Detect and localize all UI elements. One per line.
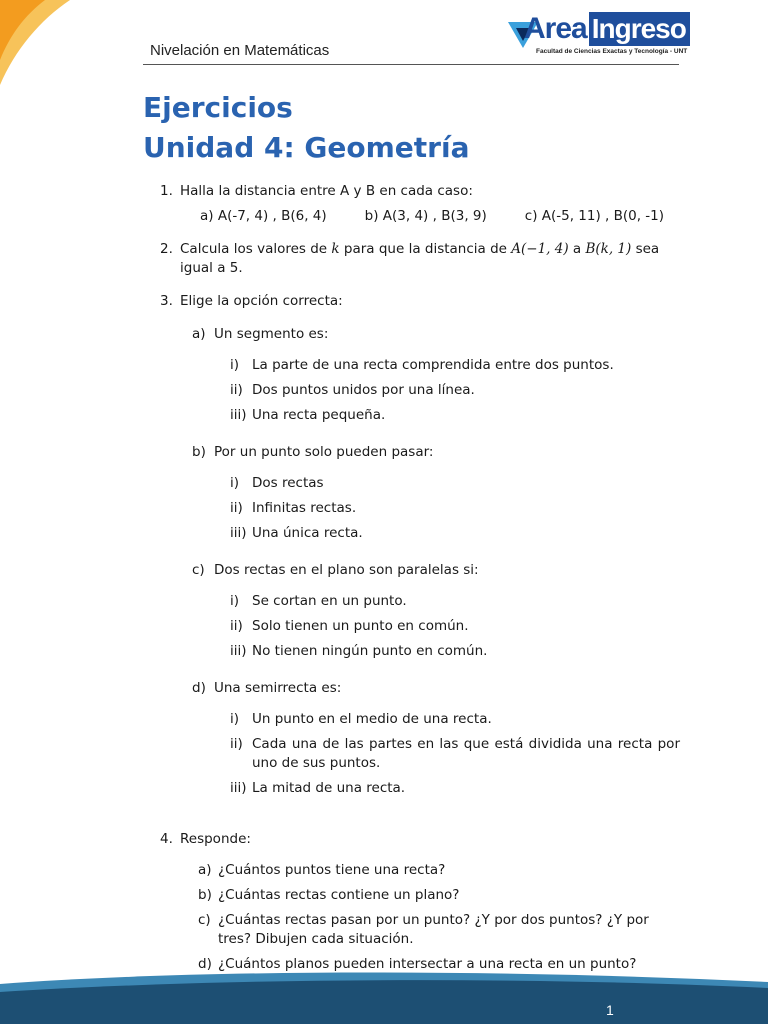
- case-a: a) A(-7, 4) , B(6, 4): [200, 208, 327, 224]
- option-item: [214, 710, 680, 729]
- question-1: [160, 182, 680, 226]
- subquestion-b: [180, 443, 680, 549]
- course-name: Nivelación en Matemáticas: [150, 42, 330, 59]
- option-item: [214, 592, 680, 611]
- item-label: b): [198, 887, 212, 903]
- case-c: c) A(-5, 11) , B(0, -1): [524, 208, 665, 224]
- option-item: [214, 642, 680, 661]
- item-label: a): [198, 862, 212, 878]
- subquestion-label: d): [192, 680, 206, 696]
- subquestion-label: c): [192, 562, 205, 578]
- option-item: [214, 499, 680, 518]
- option-text: Infinitas rectas.: [252, 500, 357, 516]
- option-label: i): [230, 475, 240, 491]
- footer-wave: [0, 964, 768, 1024]
- option-label: ii): [230, 500, 243, 516]
- question-4: [160, 830, 680, 980]
- item-text: ¿Cuántas rectas pasan por un punto? ¿Y por dos puntos? ¿Y por tres? Dibujen cada situación.: [218, 912, 649, 947]
- subquestion-text: Dos rectas en el plano son paralelas si:: [214, 562, 479, 578]
- option-item: [214, 524, 680, 543]
- question-text: Responde:: [180, 831, 251, 847]
- option-item: [214, 617, 680, 636]
- option-item: [214, 381, 680, 400]
- option-label: iii): [230, 525, 247, 541]
- option-text: No tienen ningún punto en común.: [252, 643, 488, 659]
- exercise-list: [160, 182, 680, 994]
- math-point-b: B(k, 1): [585, 241, 632, 257]
- question-number: 2.: [160, 241, 173, 257]
- math-point-a: A(−1, 4): [511, 241, 569, 257]
- option-text: Dos rectas: [252, 475, 324, 491]
- item-text: ¿Cuántos planos pueden intersectar a una recta en un punto?: [218, 956, 637, 972]
- question-text: Elige la opción correcta:: [180, 293, 343, 309]
- option-label: iii): [230, 780, 247, 796]
- question-2: [160, 240, 680, 278]
- logo-area-text: Area: [524, 12, 587, 45]
- question-number: 3.: [160, 293, 173, 309]
- text-part: para que la distancia de: [339, 241, 512, 257]
- page-number: 1: [606, 1002, 614, 1018]
- question-text: Halla la distancia entre A y B en cada caso:: [180, 183, 473, 199]
- question-3: [160, 292, 680, 816]
- logo-wordmark: [524, 12, 690, 46]
- option-item: [214, 735, 680, 773]
- text-part: sea igual a 5.: [180, 241, 660, 276]
- distance-cases: [180, 207, 680, 226]
- option-text: Solo tienen un punto en común.: [252, 618, 469, 634]
- option-label: ii): [230, 382, 243, 398]
- subquestion-c: [180, 561, 680, 667]
- option-label: ii): [230, 736, 243, 752]
- text-part: Calcula los valores de: [180, 241, 332, 257]
- option-item: [214, 474, 680, 493]
- option-text: Cada una de las partes en las que está dividida una recta por uno de sus puntos.: [252, 736, 680, 771]
- answer-item: [180, 911, 680, 949]
- subquestion-text: Por un punto solo pueden pasar:: [214, 444, 434, 460]
- option-item: [214, 356, 680, 375]
- math-k: k: [331, 241, 340, 257]
- option-label: i): [230, 357, 240, 373]
- case-b: b) A(3, 4) , B(3, 9): [364, 208, 487, 224]
- option-label: iii): [230, 407, 247, 423]
- option-text: Dos puntos unidos por una línea.: [252, 382, 475, 398]
- title-line-1: Ejercicios: [143, 91, 293, 124]
- answer-item: [180, 886, 680, 905]
- subquestion-label: b): [192, 444, 206, 460]
- logo-ingreso-text: Ingreso: [589, 12, 690, 46]
- question-text: [180, 240, 680, 278]
- answer-item: [180, 861, 680, 880]
- option-label: ii): [230, 618, 243, 634]
- text-part: a: [568, 241, 586, 257]
- page-title: [143, 88, 469, 168]
- header-divider: [143, 64, 679, 65]
- option-label: iii): [230, 643, 247, 659]
- subquestion-text: Una semirrecta es:: [214, 680, 342, 696]
- option-item: [214, 779, 680, 798]
- question-number: 4.: [160, 831, 173, 847]
- area-ingreso-logo: [506, 8, 688, 60]
- option-label: i): [230, 593, 240, 609]
- title-line-2: Unidad 4: Geometría: [143, 131, 470, 164]
- item-text: ¿Cuántos puntos tiene una recta?: [218, 862, 446, 878]
- item-text: ¿Cuántas rectas contiene un plano?: [218, 887, 460, 903]
- option-item: [214, 406, 680, 425]
- subquestion-text: Un segmento es:: [214, 326, 329, 342]
- option-text: Un punto en el medio de una recta.: [252, 711, 492, 727]
- option-label: i): [230, 711, 240, 727]
- option-text: Se cortan en un punto.: [252, 593, 407, 609]
- subquestion-label: a): [192, 326, 206, 342]
- option-text: La mitad de una recta.: [252, 780, 406, 796]
- item-label: c): [198, 912, 211, 928]
- option-text: Una única recta.: [252, 525, 363, 541]
- option-text: Una recta pequeña.: [252, 407, 386, 423]
- item-label: d): [198, 956, 212, 972]
- option-text: La parte de una recta comprendida entre dos puntos.: [252, 357, 614, 373]
- corner-decoration: [0, 0, 80, 90]
- logo-subtitle: Facultad de Ciencias Exactas y Tecnología - UNT: [536, 48, 688, 55]
- subquestion-a: [180, 325, 680, 431]
- subquestion-d: [180, 679, 680, 804]
- question-number: 1.: [160, 183, 173, 199]
